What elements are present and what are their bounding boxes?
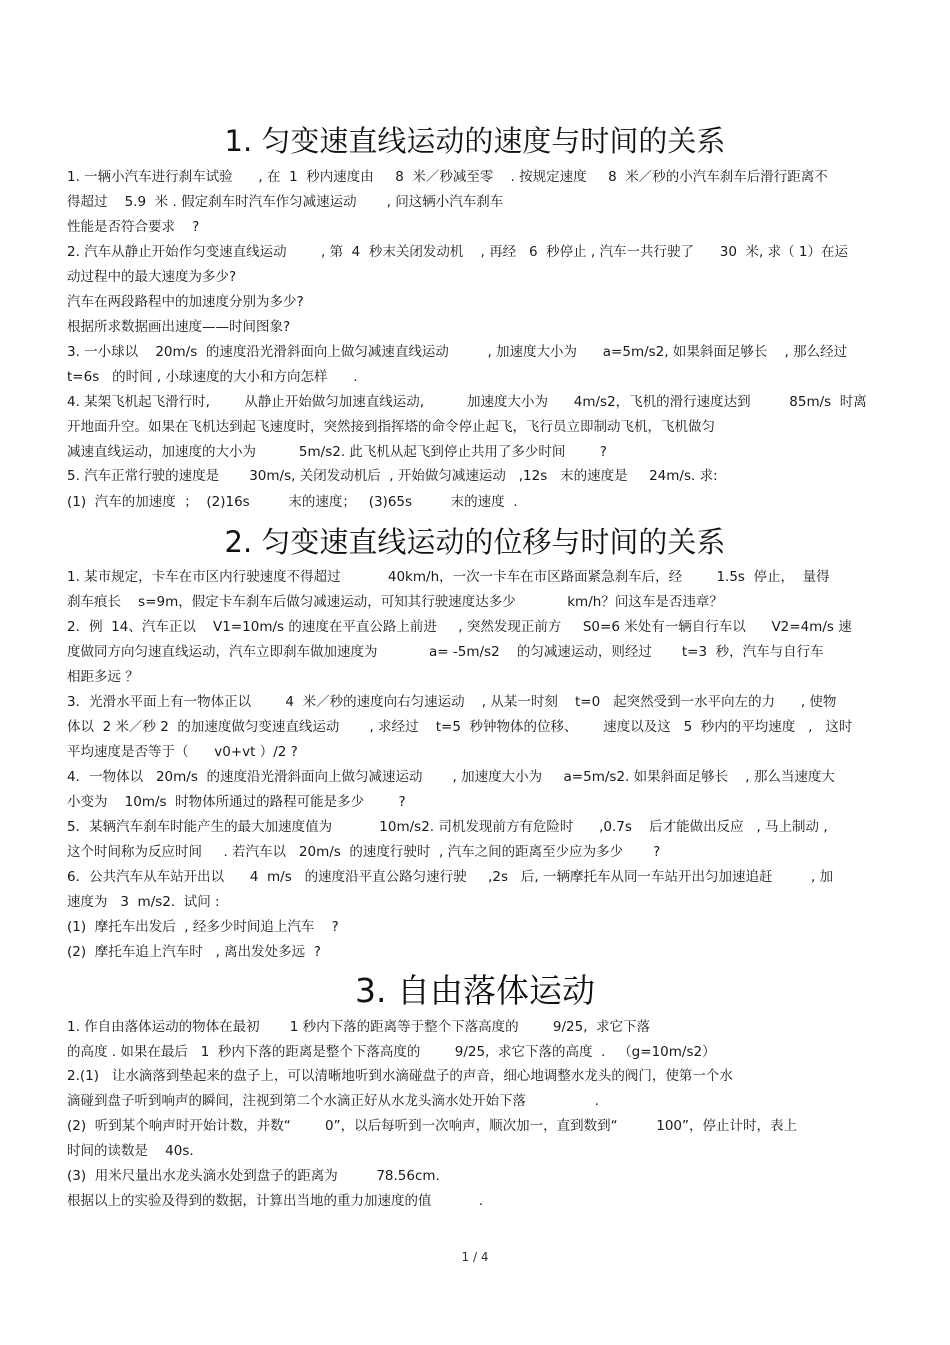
section-2-line-7: 体以 2 米／秒 2 的加速度做匀变速直线运动 , 求经过 t=5 秒钟物体的位移、 速度以及这 5 秒内的平均速度 , 这时 <box>67 719 853 735</box>
section-3-line-5: (2) 听到某个响声时开始计数，并数“ 0”，以后每听到一次响声，顺次加一，直到数到“ 100”，停止计时，表上 <box>67 1118 797 1134</box>
section-3-line-3: 2.(1) 让水滴落到垫起来的盘子上，可以清晰地听到水滴碰盘子的声音，细心地调整水龙头的阀门，使第一个水 <box>67 1068 733 1084</box>
section-1-line-3: 性能是否符合要求 ? <box>67 219 200 235</box>
section-title-2: 2. 匀变速直线运动的位移与时间的关系 <box>224 525 726 559</box>
section-2-line-9: 4．一物体以 20m/s 的速度沿光滑斜面向上做匀减速运动 , 加速度大小为 a=5m/s2. 如果斜面足够长 , 那么当速度大 <box>67 769 835 785</box>
section-1-line-13: 5. 汽车正常行驶的速度是 30m/s, 关闭发动机后 , 开始做匀减速运动 ,12s 末的速度是 24m/s. 求: <box>67 468 718 484</box>
section-2-line-16: (2) 摩托车追上汽车时 , 离出发处多远 ? <box>67 944 321 960</box>
section-2-line-10: 小变为 10m/s 时物体所通过的路程可能是多少 ? <box>67 794 406 810</box>
section-2-line-8: 平均速度是否等于（ v0+vt ）/2 ? <box>67 744 298 760</box>
section-2-line-4: 度做同方向匀速直线运动，汽车立即刹车做加速度为 a= -5m/s2 的匀减速运动，则经过 t=3 秒，汽车与自行车 <box>67 644 824 660</box>
section-1-line-7: 根据所求数据画出速度——时间图象? <box>67 319 291 335</box>
section-2-line-15: (1) 摩托车出发后 , 经多少时间追上汽车 ? <box>67 919 339 935</box>
section-2-line-14: 速度为 3 m/s2. 试问 : <box>67 894 220 910</box>
section-1-line-2: 得超过 5.9 米 . 假定刹车时汽车作匀减速运动 , 问这辆小汽车刹车 <box>67 194 504 210</box>
section-3-line-4: 滴碰到盘子听到响声的瞬间，注视到第二个水滴正好从水龙头滴水处开始下落 . <box>67 1093 599 1109</box>
page-number: 1 / 4 <box>461 1250 489 1264</box>
section-2-line-1: 1. 某市规定，卡车在市区内行驶速度不得超过 40km/h，一次一卡车在市区路面紧急刹车后，经 1.5s 停止， 量得 <box>67 569 830 585</box>
section-3-line-8: 根据以上的实验及得到的数据，计算出当地的重力加速度的值 . <box>67 1193 483 1209</box>
section-2-line-2: 刹车痕长 s=9m，假定卡车刹车后做匀减速运动，可知其行驶速度达多少 km/h？问这车是否违章？ <box>67 594 723 610</box>
section-1-line-10: 4. 某架飞机起飞滑行时, 从静止开始做匀加速直线运动, 加速度大小为 4m/s2，飞机的滑行速度达到 85m/s 时离 <box>67 394 867 410</box>
section-2-line-11: 5．某辆汽车刹车时能产生的最大加速度值为 10m/s2. 司机发现前方有危险时 ,0.7s 后才能做出反应 , 马上制动 , <box>67 819 828 835</box>
section-3-line-7: (3) 用米尺量出水龙头滴水处到盘子的距离为 78.56cm. <box>67 1168 440 1184</box>
section-title-3: 3. 自由落体运动 <box>355 971 595 1010</box>
section-2-line-13: 6．公共汽车从车站开出以 4 m/s 的速度沿平直公路匀速行驶 ,2s 后, 一辆摩托车从同一车站开出匀加速追赶 , 加 <box>67 869 834 885</box>
section-2-line-3: 2．例 14、汽车正以 V1=10m/s 的速度在平直公路上前进 , 突然发现正前方 S0=6 米处有一辆自行车以 V2=4m/s 速 <box>67 619 852 635</box>
section-1-line-8: 3. 一小球以 20m/s 的速度沿光滑斜面向上做匀减速直线运动 , 加速度大小为 a=5m/s2, 如果斜面足够长 , 那么经过 <box>67 344 848 360</box>
section-3-line-1: 1. 作自由落体运动的物体在最初 1 秒内下落的距离等于整个下落高度的 9/25, 求它下落 <box>67 1019 651 1035</box>
section-2-line-5: 相距多远 ？ <box>67 669 139 685</box>
section-3-line-2: 的高度 . 如果在最后 1 秒内下落的距离是整个下落高度的 9/25, 求它下落的高度 . （g=10m/s2） <box>67 1044 716 1060</box>
section-1-line-4: 2. 汽车从静止开始作匀变速直线运动 , 第 4 秒末关闭发动机 , 再经 6 秒停止 , 汽车一共行驶了 30 米, 求（ 1）在运 <box>67 244 848 260</box>
section-2-line-12: 这个时间称为反应时间 . 若汽车以 20m/s 的速度行驶时 , 汽车之间的距离至少应为多少 ? <box>67 844 661 860</box>
section-1-line-6: 汽车在两段路程中的加速度分别为多少? <box>67 294 304 310</box>
section-1-line-1: 1. 一辆小汽车进行刹车试验 , 在 1 秒内速度由 8 米／秒减至零 . 按规定速度 8 米／秒的小汽车刹车后滑行距离不 <box>67 169 828 185</box>
section-1-line-11: 开地面升空。如果在飞机达到起飞速度时，突然接到指挥塔的命令停止起飞，飞行员立即制动飞机，飞机做匀 <box>67 419 715 435</box>
section-title-1: 1. 匀变速直线运动的速度与时间的关系 <box>224 124 726 158</box>
section-1-line-12: 减速直线运动，加速度的大小为 5m/s2. 此飞机从起飞到停止共用了多少时间 ? <box>67 444 607 460</box>
section-1-line-9: t=6s 的时间 , 小球速度的大小和方向怎样 . <box>67 369 358 385</box>
section-2-line-6: 3．光滑水平面上有一物体正以 4 米／秒的速度向右匀速运动 , 从某一时刻 t=0 起突然受到一水平向左的力 , 使物 <box>67 694 837 710</box>
section-1-line-14: (1) 汽车的加速度 ； (2)16s 末的速度； (3)65s 末的速度 . <box>67 494 518 510</box>
section-3-line-6: 时间的读数是 40s. <box>67 1143 194 1159</box>
section-1-line-5: 动过程中的最大速度为多少? <box>67 269 237 285</box>
